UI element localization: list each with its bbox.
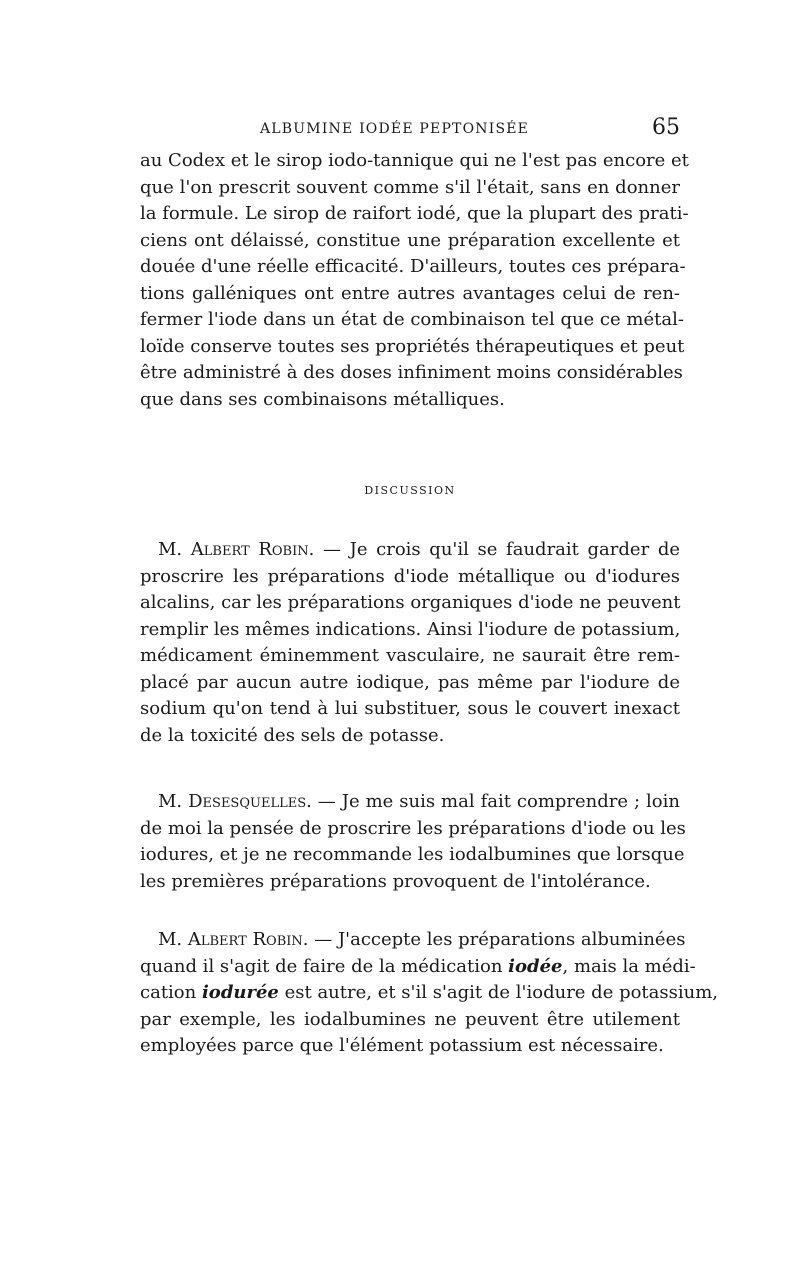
text-line: loïde conserve toutes ses propriétés thérapeutiques et peut xyxy=(140,335,685,357)
text-line: de moi la pensée de proscrire les préparations d'iode ou les xyxy=(140,817,686,839)
paragraph-continued-text xyxy=(140,148,689,413)
text-line: la formule. Le sirop de raifort iodé, que la plupart des prati- xyxy=(140,203,689,224)
text-line: tions galléniques ont entre autres avantages celui de ren- xyxy=(140,282,680,304)
text-line: alcalins, car les préparations organiques d'iode ne peuvent xyxy=(140,592,681,613)
text-line: iodures, et je ne recommande les iodalbumines que lorsque xyxy=(140,844,685,865)
running-title: ALBUMINE IODÉE PEPTONISÉE xyxy=(260,121,530,137)
page-number: 65 xyxy=(652,115,680,140)
text-line xyxy=(140,537,680,564)
text-line: médicament éminemment vasculaire, ne saurait être rem- xyxy=(140,645,680,666)
text-fragment: est autre, et s'il s'agit de l'iodure de potassium, xyxy=(278,982,719,1003)
text-line: les premières préparations provoquent de l'intolérance. xyxy=(140,870,651,892)
paragraph-robin-2 xyxy=(140,927,719,1060)
text-line: de la toxicité des sels de potasse. xyxy=(140,724,445,746)
text-line: douée d'une réelle efficacité. D'ailleurs, toutes ces prépara- xyxy=(140,256,686,277)
paragraph-robin-1 xyxy=(140,537,680,749)
text-line: que l'on prescrit souvent comme s'il l'était, sans en donner xyxy=(140,176,680,198)
text-line: au Codex et le sirop iodo-tannique qui ne l'est pas encore et xyxy=(140,150,689,171)
text-line: fermer l'iode dans un état de combinaison tel que ce métal- xyxy=(140,309,684,330)
text-line: sodium qu'on tend à lui substituer, sous le couvert inexact xyxy=(140,698,680,719)
text-line xyxy=(140,927,686,954)
text-line: être administré à des doses infiniment moins considérables xyxy=(140,362,683,383)
text-line: que dans ses combinaisons métalliques. xyxy=(140,388,505,410)
text-fragment: cation xyxy=(140,982,202,1003)
italic-term: iodurée xyxy=(201,982,279,1003)
section-heading: DISCUSSION xyxy=(364,484,456,497)
text-fragment: — J'accepte les préparations albuminées xyxy=(308,929,686,950)
running-head xyxy=(140,115,680,145)
text-line xyxy=(140,789,680,816)
text-fragment: — Je crois qu'il se faudrait garder de xyxy=(314,539,680,560)
speaker-name: M. Albert Robin. xyxy=(158,929,309,950)
paragraph-desesquelles xyxy=(140,789,686,895)
text-line xyxy=(140,954,696,981)
speaker-name: M. Albert Robin. xyxy=(158,539,315,560)
text-line: par exemple, les iodalbumines ne peuvent être utilement xyxy=(140,1008,680,1030)
italic-term: iodée xyxy=(508,955,563,977)
speaker-name: M. Desesquelles. xyxy=(158,791,312,812)
text-line: remplir les mêmes indications. Ainsi l'iodure de potassium, xyxy=(140,618,681,640)
text-fragment: quand il s'agit de faire de la médication xyxy=(140,955,509,977)
text-line: placé par aucun autre iodique, pas même par l'iodure de xyxy=(140,671,680,693)
text-line: employées parce que l'élément potassium est nécessaire. xyxy=(140,1035,664,1056)
text-line: proscrire les préparations d'iode métallique ou d'iodures xyxy=(140,565,680,587)
text-line: ciens ont délaissé, constitue une préparation excellente et xyxy=(140,229,680,251)
text-fragment: — Je me suis mal fait comprendre ; loin xyxy=(311,791,680,812)
text-fragment: , mais la médi- xyxy=(562,955,696,977)
text-line xyxy=(140,980,719,1007)
